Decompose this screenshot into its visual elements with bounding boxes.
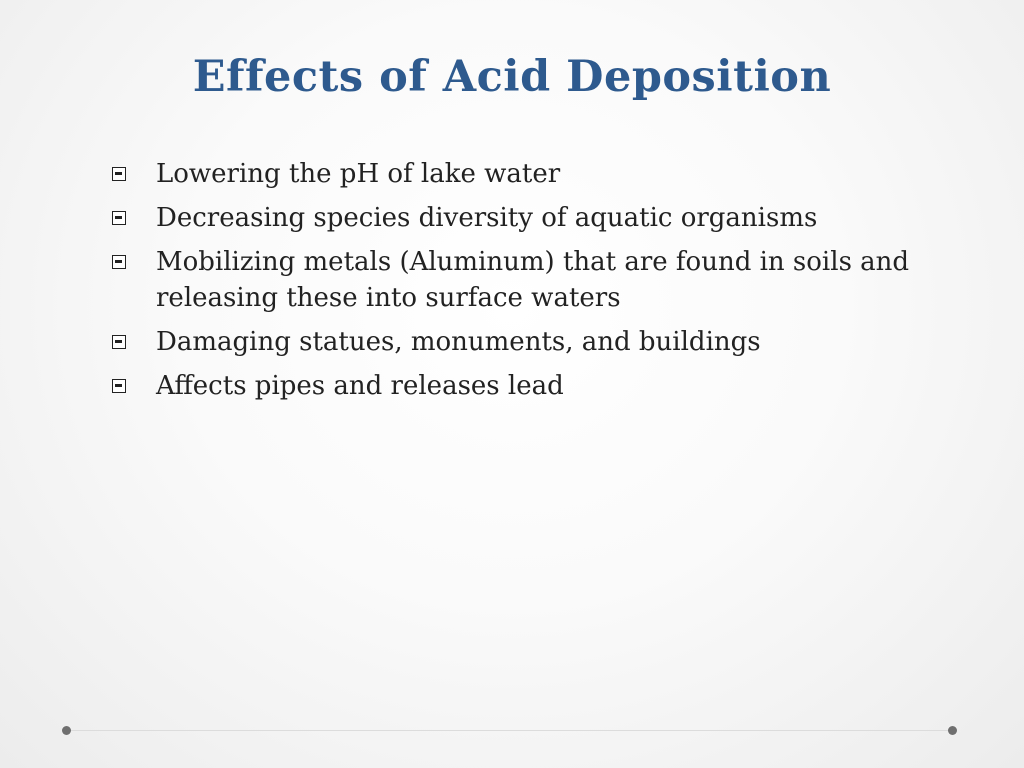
bullet-text: Mobilizing metals (Aluminum) that are found in soils and releasing these into surface waters — [156, 247, 910, 313]
bullet-text: Affects pipes and releases lead — [156, 371, 564, 401]
bullet-item — [140, 156, 970, 192]
bullet-item — [140, 200, 970, 236]
left-dot-decoration — [62, 726, 71, 735]
slide-title: Effects of Acid Deposition — [192, 52, 832, 102]
bullet-item — [140, 368, 970, 404]
square-bullet-icon — [112, 335, 126, 349]
bullet-item — [140, 244, 970, 316]
square-bullet-icon — [112, 211, 126, 225]
bullet-list — [140, 156, 970, 412]
square-bullet-icon — [112, 167, 126, 181]
right-dot-decoration — [948, 726, 957, 735]
bullet-text: Damaging statues, monuments, and buildings — [156, 327, 761, 357]
bullet-text: Lowering the pH of lake water — [156, 159, 561, 189]
bullet-item — [140, 324, 970, 360]
bullet-text: Decreasing species diversity of aquatic organisms — [156, 203, 818, 233]
square-bullet-icon — [112, 379, 126, 393]
square-bullet-icon — [112, 255, 126, 269]
bottom-divider — [66, 730, 956, 731]
